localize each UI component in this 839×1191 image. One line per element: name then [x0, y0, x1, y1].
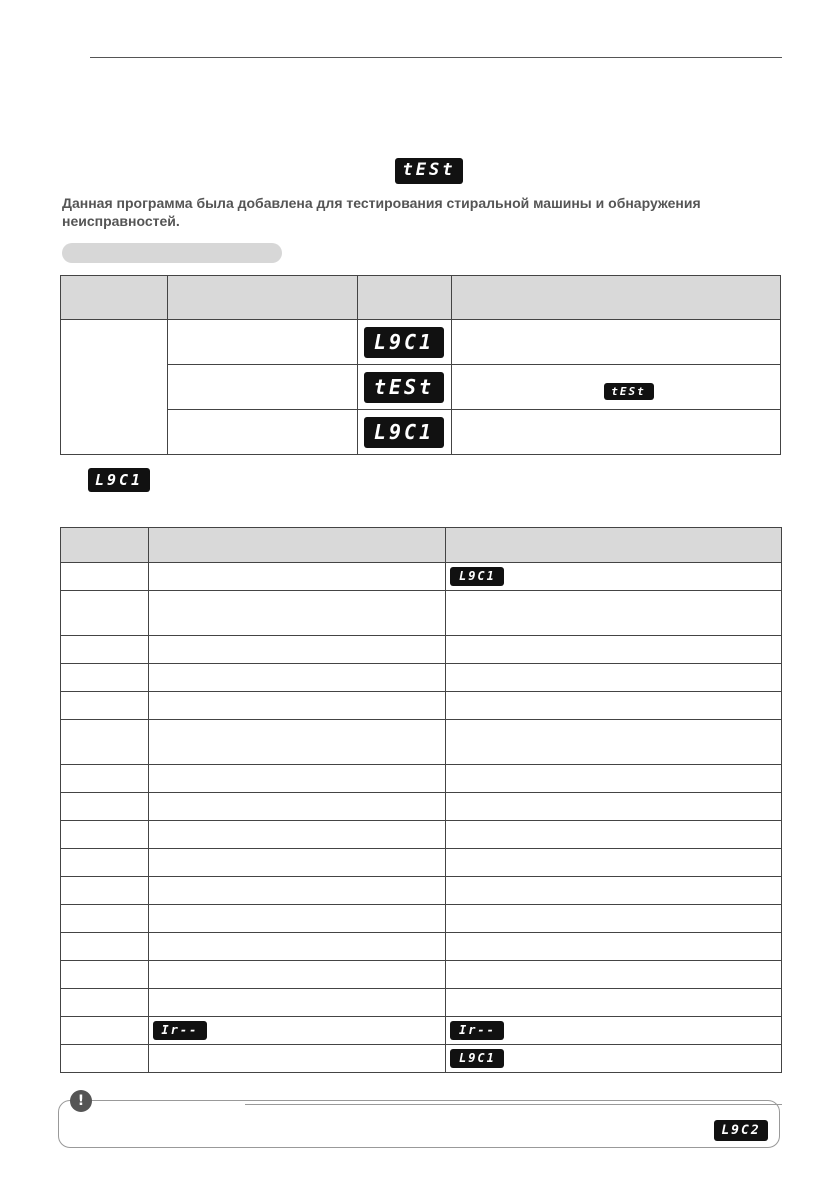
test-steps-table: [60, 527, 782, 1073]
table-row: [61, 320, 781, 365]
intro-paragraph: [62, 194, 782, 230]
table-header-row: [61, 276, 781, 320]
table-row: [61, 410, 781, 455]
display-code: L9C1: [364, 417, 444, 448]
test-display-code: tESt: [395, 158, 463, 184]
test-mode-table: [60, 275, 781, 455]
display-code: L9C1: [450, 1049, 504, 1068]
display-code: tESt: [364, 372, 444, 403]
header-rule: [90, 57, 782, 58]
table-row: [61, 365, 781, 410]
table-row: [61, 1017, 782, 1045]
table-row: [61, 933, 782, 961]
table-header-row: [61, 528, 782, 563]
table-row: [61, 692, 782, 720]
note-display-code: L9C2: [714, 1120, 768, 1141]
note-box: [58, 1100, 780, 1148]
table-row: [61, 989, 782, 1017]
table-row: [61, 793, 782, 821]
table-row: [61, 1045, 782, 1073]
table-row: [61, 849, 782, 877]
table-row: [61, 720, 782, 765]
display-code: Ir--: [450, 1021, 504, 1040]
table-row: [61, 563, 782, 591]
table-row: [61, 905, 782, 933]
table-row: [61, 821, 782, 849]
legend-display-code: L9C1: [88, 468, 150, 492]
section-heading-pill: [62, 243, 282, 263]
display-code: L9C1: [450, 567, 504, 586]
intro-text: Данная программа была добавлена для тестирования стиральной машины и обнаружения неисправностей.: [62, 195, 701, 229]
display-code: L9C1: [364, 327, 444, 358]
table-row: [61, 591, 782, 636]
table-row: [61, 765, 782, 793]
table-row: [61, 961, 782, 989]
note-divider: [245, 1104, 782, 1105]
display-code: Ir--: [153, 1021, 207, 1040]
table-row: [61, 664, 782, 692]
warning-icon: !: [70, 1090, 92, 1112]
display-code-inline: tESt: [604, 383, 654, 400]
table-row: [61, 877, 782, 905]
table-row: [61, 636, 782, 664]
